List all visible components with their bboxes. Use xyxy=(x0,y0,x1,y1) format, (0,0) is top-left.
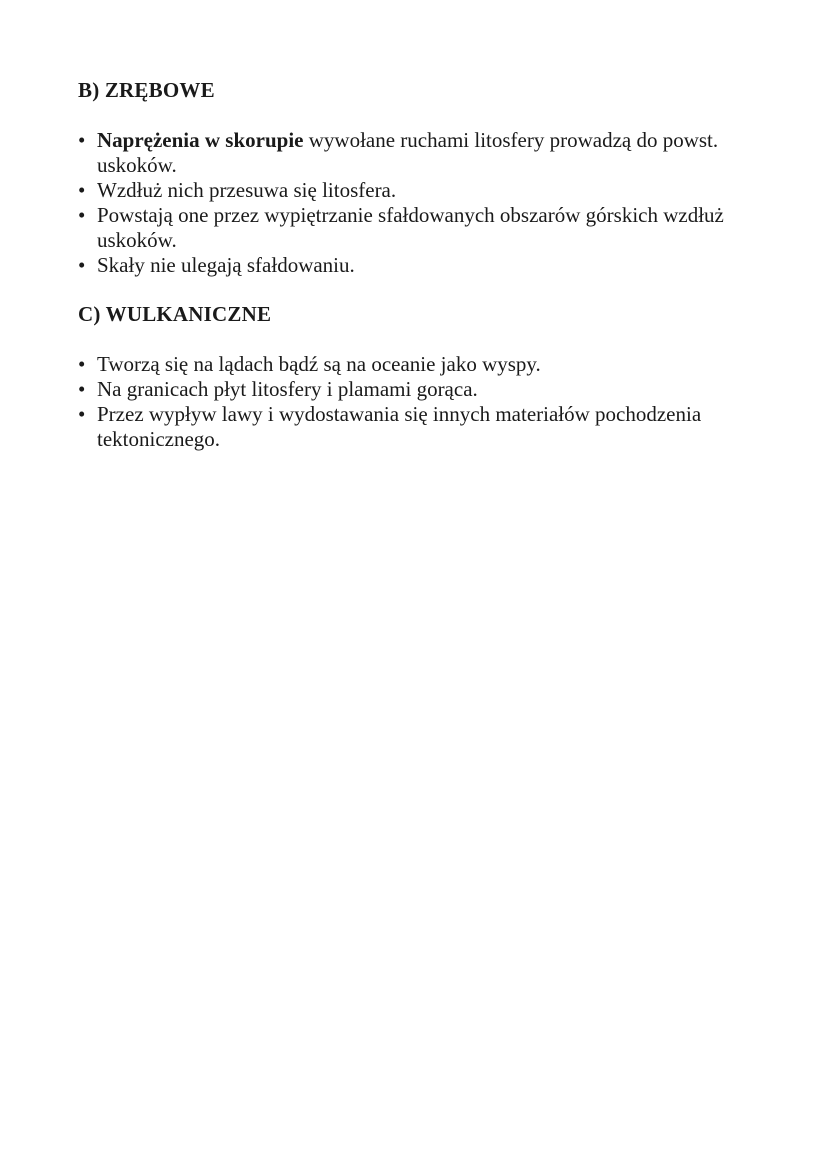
list-item xyxy=(78,253,758,278)
list-item xyxy=(78,352,758,377)
bullet-list-c xyxy=(78,352,758,452)
bullet-icon: • xyxy=(78,203,86,227)
list-item xyxy=(78,128,758,178)
list-item xyxy=(78,402,758,452)
bullet-icon: • xyxy=(78,352,86,376)
list-item-bold: Naprężenia w skorupie xyxy=(97,128,304,152)
list-item-text: Na granicach płyt litosfery i plamami gorąca. xyxy=(97,377,478,401)
list-item-text: Skały nie ulegają sfałdowaniu. xyxy=(97,253,355,277)
bullet-list-b xyxy=(78,128,758,278)
list-item xyxy=(78,377,758,402)
list-item-text: Powstają one przez wypiętrzanie sfałdowanych obszarów górskich wzdłuż uskoków. xyxy=(97,203,724,252)
list-item-text: Przez wypływ lawy i wydostawania się innych materiałów pochodzenia tektonicznego. xyxy=(97,402,702,451)
bullet-icon: • xyxy=(78,253,86,277)
list-item xyxy=(78,203,758,253)
bullet-icon: • xyxy=(78,402,86,426)
section-zrebowe xyxy=(78,76,758,278)
section-heading-c: C) WULKANICZNE xyxy=(78,302,272,326)
section-heading-b: B) ZRĘBOWE xyxy=(78,78,215,102)
bullet-icon: • xyxy=(78,128,86,152)
list-item-text: wywołane ruchami litosfery prowadzą do powst. uskoków. xyxy=(97,128,719,177)
section-wulkaniczne xyxy=(78,300,758,452)
bullet-icon: • xyxy=(78,178,86,202)
bullet-icon: • xyxy=(78,377,86,401)
list-item-text: Tworzą się na lądach bądź są na oceanie jako wyspy. xyxy=(97,352,541,376)
list-item xyxy=(78,178,758,203)
list-item-text: Wzdłuż nich przesuwa się litosfera. xyxy=(97,178,397,202)
